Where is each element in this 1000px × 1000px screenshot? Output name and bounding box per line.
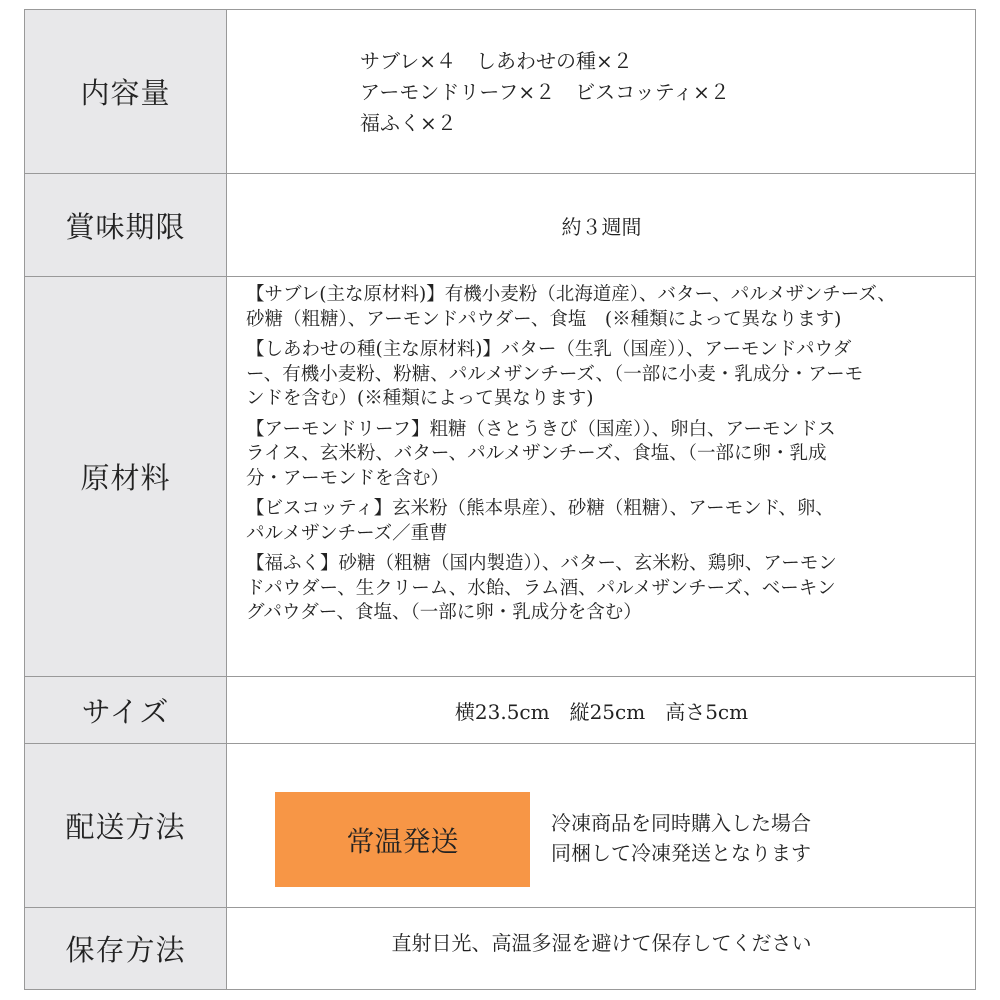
row-storage: [25, 908, 975, 989]
ingredient-block-biscotti: [246, 497, 975, 546]
shipping-note-line: 冷凍商品を同時購入した場合: [551, 811, 811, 835]
contents-line: 福ふく×２: [360, 111, 457, 135]
label-shipping: 配送方法: [25, 744, 227, 907]
shipping-value: [228, 744, 975, 907]
ingredient-block-almond-leaf: [246, 418, 975, 492]
ingredient-line: ライス、玄米粉、バター、パルメザンチーズ、食塩、（一部に卵・乳成: [246, 443, 827, 464]
ingredient-line: 砂糖（粗糖）、アーモンドパウダー、食塩 (※種類によって異なります): [246, 308, 842, 330]
row-ingredients: [25, 277, 975, 677]
row-size: [25, 677, 975, 744]
ingredient-block-sable: [246, 283, 975, 332]
shipping-note: [551, 808, 811, 868]
product-info-table: [24, 9, 976, 990]
label-storage: 保存方法: [25, 908, 227, 989]
shipping-note-line: 同梱して冷凍発送となります: [551, 841, 811, 865]
storage-value: 直射日光、高温多湿を避けて保存してください: [391, 931, 812, 955]
row-shipping: [25, 744, 975, 908]
ingredient-block-fukufuku: [246, 552, 975, 626]
label-shelf-life: 賞味期限: [25, 174, 227, 276]
contents-line: アーモンドリーフ×２ ビスコッティ×２: [360, 80, 730, 104]
row-shelf-life: [25, 174, 975, 277]
row-contents: [25, 10, 975, 174]
ingredient-line: パルメザンチーズ／重曹: [246, 522, 448, 544]
shipping-method-badge: 常温発送: [275, 792, 530, 887]
label-contents: 内容量: [25, 10, 227, 173]
ingredient-line: 分・アーモンドを含む）: [246, 467, 449, 489]
ingredient-line: 【アーモンドリーフ】粗糖（さとうきび（国産））、卵白、アーモンドス: [246, 418, 836, 440]
ingredient-line: ー、有機小麦粉、粉糖、パルメザンチーズ、（一部に小麦・乳成分・アーモ: [246, 363, 864, 385]
ingredient-block-shiawase: [246, 338, 975, 412]
contents-value: [228, 10, 975, 173]
ingredient-line: グパウダー、食塩、（一部に卵・乳成分を含む）: [246, 602, 642, 623]
ingredient-line: ンドを含む）(※種類によって異なります): [246, 388, 594, 409]
contents-line: サブレ×４ しあわせの種×２: [360, 49, 633, 73]
ingredient-line: 【しあわせの種(主な原材料)】バター（生乳（国産））、アーモンドパウダ: [246, 339, 852, 360]
ingredient-line: 【福ふく】砂糖（粗糖（国内製造））、バター、玄米粉、鶏卵、アーモン: [246, 553, 837, 574]
size-value: 横23.5cm 縦25cm 高さ5cm: [454, 699, 749, 724]
shelf-life-value: 約３週間: [561, 214, 642, 239]
label-ingredients: 原材料: [25, 277, 227, 676]
ingredient-line: 【ビスコッティ】玄米粉（熊本県産）、砂糖（粗糖）、アーモンド、卵、: [246, 498, 834, 519]
label-size: サイズ: [25, 677, 227, 743]
ingredient-line: 【サブレ(主な原材料)】有機小麦粉（北海道産）、バター、パルメザンチーズ、: [246, 284, 896, 305]
ingredient-line: ドパウダー、生クリーム、水飴、ラム酒、パルメザンチーズ、ベーキン: [246, 577, 836, 599]
ingredients-value: [228, 277, 975, 676]
